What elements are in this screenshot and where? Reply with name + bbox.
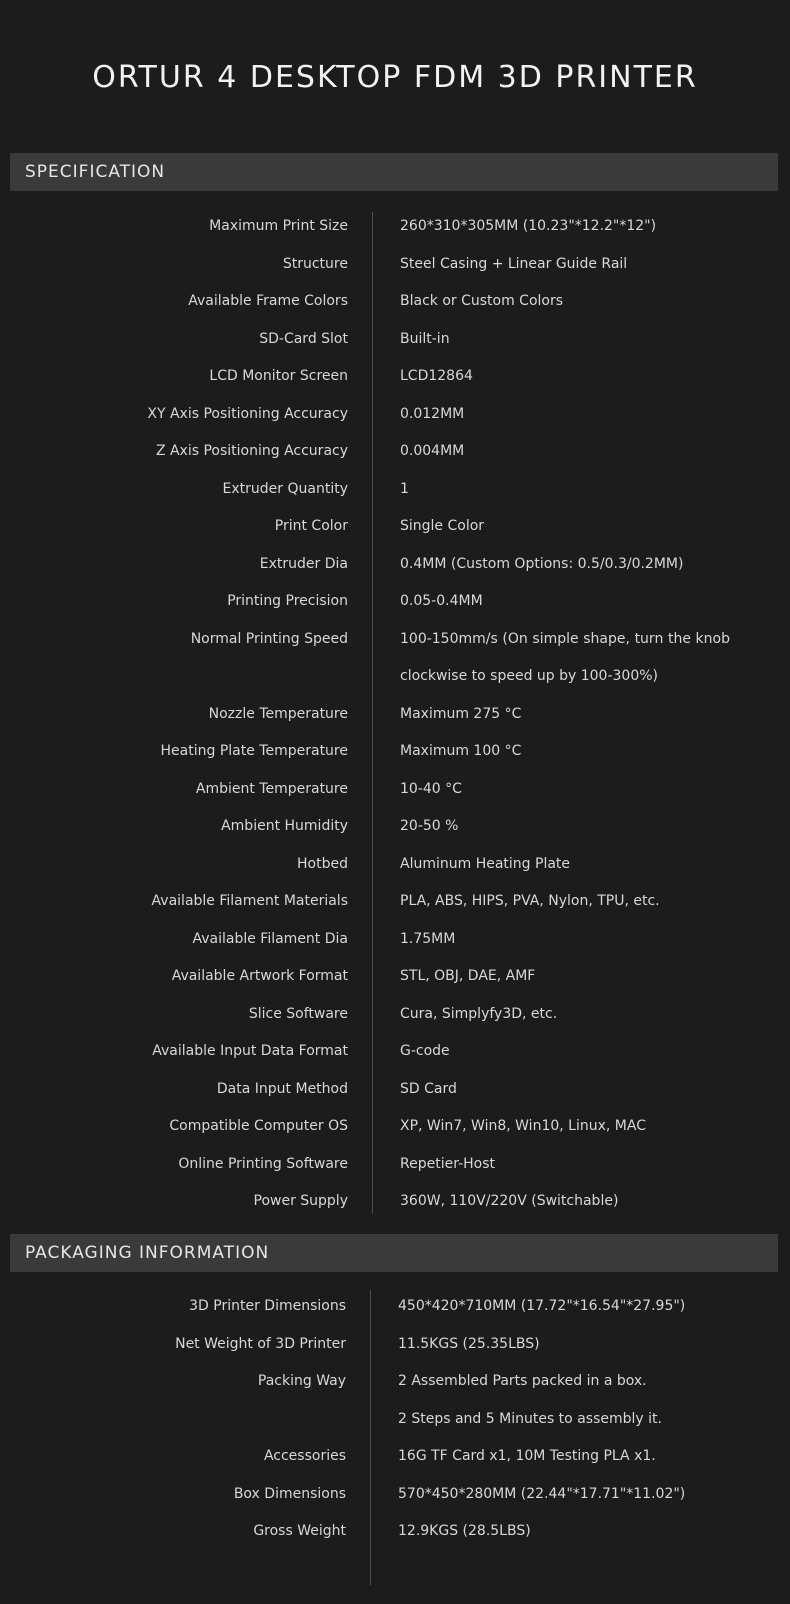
table-row [0,698,790,736]
table-row [0,285,790,323]
packaging-table [0,1290,790,1553]
table-row [0,1440,790,1478]
table-row [0,548,790,586]
table-row [0,473,790,511]
row-label: Available Artwork Format [171,968,348,984]
row-label: Normal Printing Speed [190,630,348,647]
table-row [0,1185,790,1223]
row-value: 20-50 % [400,818,459,834]
row-label: Available Input Data Format [152,1043,348,1059]
row-label: Box Dimensions [233,1485,346,1502]
row-value: SD Card [400,1080,457,1097]
row-label: Z Axis Positioning Accuracy [155,443,348,459]
row-value: G-code [400,1043,450,1059]
row-value: 0.004MM [400,443,465,459]
table-row [0,1365,790,1403]
row-value: XP, Win7, Win8, Win10, Linux, MAC [400,1118,646,1134]
row-value: PLA, ABS, HIPS, PVA, Nylon, TPU, etc. [400,893,660,909]
row-label: Net Weight of 3D Printer [175,1335,346,1352]
row-value: 10-40 °C [400,780,462,797]
row-value: Steel Casing + Linear Guide Rail [400,255,628,272]
table-row [0,323,790,361]
row-value: 0.4MM (Custom Options: 0.5/0.3/0.2MM) [400,555,684,572]
row-label: SD-Card Slot [259,330,348,347]
row-label: Hotbed [297,855,348,872]
table-row [0,1110,790,1148]
specification-table [0,210,790,1223]
page-title: ORTUR 4 DESKTOP FDM 3D PRINTER [92,60,698,95]
row-label: LCD Monitor Screen [209,368,348,384]
row-value: 11.5KGS (25.35LBS) [398,1335,540,1352]
row-value: 16G TF Card x1, 10M Testing PLA x1. [398,1448,656,1464]
row-label: Online Printing Software [178,1155,348,1172]
row-label: Accessories [263,1448,346,1464]
row-label: Print Color [274,518,348,534]
row-label: Extruder Dia [259,555,348,572]
row-value: 0.05-0.4MM [400,593,483,609]
row-value: 1.75MM [400,930,456,947]
row-label: XY Axis Positioning Accuracy [147,405,348,422]
table-row [0,510,790,548]
row-label: Available Filament Materials [151,893,348,909]
specification-header: SPECIFICATION [10,153,778,191]
row-label: Extruder Quantity [222,480,348,497]
row-label: Available Frame Colors [188,293,348,309]
table-row [0,1478,790,1516]
row-value: Maximum 100 °C [400,743,522,759]
row-label: Gross Weight [253,1523,346,1539]
table-row [0,1073,790,1111]
row-label: Ambient Temperature [195,780,348,797]
row-label: Slice Software [248,1005,348,1022]
row-value: 450*420*710MM (17.72"*16.54"*27.95") [398,1298,686,1314]
row-label: Available Filament Dia [192,930,348,947]
row-value: Aluminum Heating Plate [400,855,571,872]
row-value: Repetier-Host [400,1155,495,1172]
table-row [0,210,790,248]
row-value: 1 [400,480,409,497]
row-label: Nozzle Temperature [208,705,348,722]
table-row [0,810,790,848]
row-value: LCD12864 [400,368,473,384]
table-row [0,248,790,286]
row-label: Printing Precision [227,593,348,609]
table-row [0,885,790,923]
table-row [0,1328,790,1366]
table-row [0,360,790,398]
row-label: Packing Way [257,1373,346,1389]
table-row [0,435,790,473]
row-label: 3D Printer Dimensions [189,1298,346,1314]
table-row [0,923,790,961]
row-value: Cura, Simplyfy3D, etc. [400,1005,558,1022]
table-row [0,848,790,886]
row-value: Maximum 275 °C [400,705,522,722]
row-value: 2 Steps and 5 Minutes to assembly it. [398,1410,662,1427]
table-row [0,735,790,773]
row-label: Heating Plate Temperature [160,743,348,759]
row-value: 360W, 110V/220V (Switchable) [400,1193,619,1209]
row-value: 100-150mm/s (On simple shape, turn the knob clockwise to speed up by 100-300%) [400,630,730,684]
row-value: 260*310*305MM (10.23"*12.2"*12") [400,218,657,234]
row-value: 2 Assembled Parts packed in a box. [398,1373,647,1389]
row-value: 12.9KGS (28.5LBS) [398,1523,531,1539]
row-value: Built-in [400,330,450,347]
packaging-header: PACKAGING INFORMATION [10,1234,778,1272]
row-label: Power Supply [253,1193,348,1209]
row-label: Data Input Method [216,1080,348,1097]
row-value: 0.012MM [400,405,465,422]
table-row [0,1403,790,1441]
table-row [0,998,790,1036]
table-row [0,1148,790,1186]
row-value: Single Color [400,518,485,534]
row-value: 570*450*280MM (22.44"*17.71"*11.02") [398,1485,686,1502]
table-row [0,1035,790,1073]
row-label: Structure [282,255,348,272]
row-label: Ambient Humidity [221,818,348,834]
table-row [0,623,790,698]
row-value: Black or Custom Colors [400,293,564,309]
table-row [0,1515,790,1553]
table-row [0,1290,790,1328]
table-row [0,398,790,436]
table-row [0,773,790,811]
row-label: Compatible Computer OS [169,1118,348,1134]
row-label: Maximum Print Size [209,218,348,234]
row-value: STL, OBJ, DAE, AMF [400,968,536,984]
table-row [0,585,790,623]
table-row [0,960,790,998]
